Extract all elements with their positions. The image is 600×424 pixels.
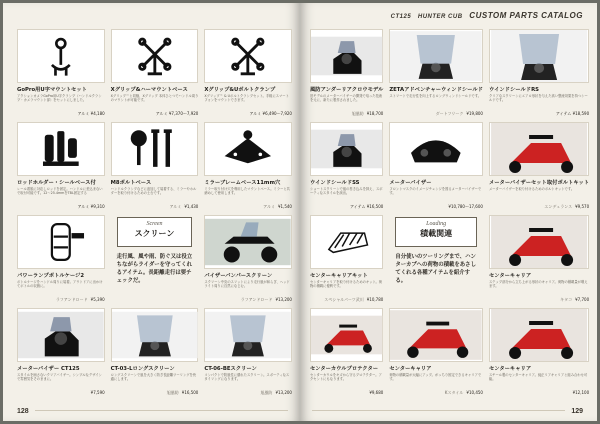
product-price-line — [310, 111, 383, 117]
product-name: ロッドホルダー・シールベース付 — [17, 180, 96, 186]
footer-rule — [35, 410, 288, 411]
product-price-line — [489, 111, 589, 117]
catalog-header — [300, 11, 597, 25]
product-photo — [389, 29, 483, 83]
product-brand: 旭風防 — [260, 390, 273, 395]
model-label-2: HUNTER CUB — [417, 14, 463, 20]
product-description: クリアなスクリーンにエアロ形状を与えた高い整流効果を持つシールドです。 — [488, 94, 588, 102]
product-brand: ラフアンドロード — [240, 297, 273, 302]
product-name: ウインドシールドRS — [488, 87, 539, 93]
product-price-line — [489, 390, 589, 395]
product-price-line — [310, 297, 383, 303]
product-brand: 旭風防 — [166, 390, 179, 395]
product-name: CT-06-BEスクリーン — [204, 366, 257, 372]
product-price-line — [204, 111, 292, 117]
rack-bike-icon — [490, 309, 588, 361]
product-name: センターキャリア — [389, 366, 432, 372]
product-photo — [111, 308, 199, 362]
bottle-cage-icon — [18, 216, 104, 268]
product-name: M8ボルトベース — [110, 180, 152, 186]
section-heading-box — [395, 217, 477, 247]
product-description: レール着脱に対応しロッドを固定。ハンドルに差込まないで取付可能です。12〜25.4mmをTBL固定する — [17, 187, 103, 195]
product-photo — [489, 122, 589, 176]
rack-bike-icon — [490, 216, 588, 268]
product-card[interactable] — [204, 122, 292, 213]
product-photo — [17, 29, 105, 83]
product-description: センターキャリアを取り付けるためのキット。荷物の積載に便利です。 — [310, 280, 383, 288]
model-label: CT125 — [390, 14, 412, 20]
visor-bike-icon — [311, 30, 382, 82]
catalog-spread — [3, 3, 597, 421]
left-page — [3, 3, 300, 421]
product-description: ミラー取り付け穴を利用したマウントベース。ミラーと共締めして使用します。 — [204, 187, 290, 195]
rack-bike-icon — [390, 309, 482, 361]
product-brand: 旭風防 — [351, 111, 364, 116]
product-card[interactable] — [389, 122, 483, 213]
product-description: ボトルケージをハンドル周りに装着。アウトドアに出かけてボトルの収納に。 — [17, 280, 103, 288]
product-card[interactable] — [111, 308, 199, 399]
product-brand: アルミ — [169, 204, 182, 209]
product-price: ¥18,700 — [366, 111, 384, 116]
section-description: 自分使いのツーリングまで、ハンターカブへの荷物の積載をあさしてくれる各種アイテムを紹介する。 — [395, 254, 476, 284]
product-price-line — [204, 204, 292, 210]
section-title-en: Screen — [146, 221, 163, 227]
product-photo — [389, 122, 483, 176]
product-brand: ダートフリーク — [435, 111, 464, 116]
product-brand: スペシャルパーツ武川 — [324, 297, 364, 302]
carrier-wire-icon — [311, 216, 382, 268]
product-price: ¥7,590 — [90, 390, 105, 395]
product-description: ロングスクリーンで風を大きく防ぎ長距離ツーリングを快適にします。 — [110, 373, 197, 381]
product-card[interactable] — [310, 308, 383, 399]
product-price: ¥9,570 — [575, 204, 590, 209]
mirror-plate-icon — [205, 123, 291, 175]
product-price-line — [17, 390, 105, 395]
long-screen-icon — [490, 30, 588, 82]
product-description: スチール製のセンターキャリア。純正リアキャリアと組み合わせ可能。 — [488, 373, 588, 381]
product-grid-left — [17, 29, 292, 399]
product-brand: アルミ — [263, 204, 275, 209]
right-page — [300, 3, 597, 421]
product-price: アルミ ¥4,180 — [77, 111, 105, 116]
product-name: センターキャリア — [488, 366, 532, 372]
product-price-line — [204, 390, 292, 396]
long-screen-icon — [390, 30, 482, 82]
product-price-line — [17, 111, 105, 117]
product-price: ¥5,390 — [90, 297, 105, 302]
product-price: ¥1,540 — [277, 204, 292, 209]
product-photo — [17, 122, 105, 176]
product-card[interactable] — [204, 308, 292, 399]
product-price-line — [17, 204, 105, 210]
product-name: 風防アンダーリアクロウモデル — [310, 87, 384, 93]
product-price-line — [389, 204, 483, 210]
product-description: ストリートで走行性を向上するロングウィンドシールドです。 — [389, 94, 482, 98]
product-price: ¥1,430 — [184, 204, 199, 209]
visor-bike-icon — [18, 309, 104, 361]
product-card[interactable] — [310, 29, 383, 120]
section-info-box — [111, 217, 199, 305]
product-name: センターキャリア — [488, 273, 532, 279]
x-grip-icon — [205, 30, 291, 82]
product-price: ¥9,680 — [369, 390, 384, 395]
section-title: 積載関連 — [420, 229, 453, 238]
product-card[interactable] — [389, 29, 483, 120]
product-name: バイザーバンパースクリーン — [204, 273, 273, 279]
screen-bike-icon — [205, 216, 291, 268]
product-grid-right — [310, 29, 590, 399]
page-number: 129 — [571, 408, 583, 415]
product-card[interactable] — [489, 122, 589, 213]
long-screen-icon — [112, 309, 198, 361]
product-description: センターカウルをキズから守るプロテクター。アクセントにもなります。 — [310, 373, 382, 381]
section-title-en: Loading — [426, 221, 447, 227]
product-photo — [111, 122, 199, 176]
product-price-line — [310, 204, 383, 210]
product-description: Xグリップ™と同様、Xグリップ 本体ひとつでハンドル周りのマウントが可能です。 — [110, 94, 199, 102]
product-photo — [204, 308, 292, 362]
product-price: ¥10,450 — [466, 390, 483, 395]
product-price: ¥13,200 — [275, 390, 292, 395]
section-description: 走行風、風や雨、防ぐ又は役立ちながらライダーを守ってくれるアイテム。長距離走行は要チェックだ。 — [116, 254, 193, 284]
visor-bike-icon — [311, 123, 382, 175]
section-title: スクリーン — [134, 229, 175, 238]
product-brand: キタコ — [560, 297, 573, 302]
product-card[interactable] — [17, 215, 105, 306]
product-card[interactable] — [489, 215, 589, 306]
product-photo — [310, 29, 383, 83]
rack-bike-icon — [490, 123, 588, 175]
product-name: メーターバイザー — [389, 180, 432, 186]
meter-visor-icon — [390, 123, 482, 175]
footer-rule — [312, 410, 565, 411]
section-intro — [389, 215, 483, 306]
section-info-box — [389, 217, 483, 305]
product-photo — [489, 29, 589, 83]
product-card[interactable] — [204, 29, 292, 120]
product-name: Xグリップ&ハーマウントベース — [110, 87, 188, 93]
product-name: センターキャリアキット — [310, 273, 368, 279]
product-price: アイテム ¥16,500 — [350, 204, 384, 209]
product-photo — [310, 215, 383, 269]
mount-clamp-icon — [18, 30, 104, 82]
product-price: ¥12,100 — [572, 390, 590, 395]
product-card[interactable] — [489, 308, 589, 399]
product-description: スクリーン中央のスリットにより走行風が和らぎ、ヘッドライト周りに自然になじむ。 — [204, 280, 290, 288]
product-card[interactable] — [17, 29, 105, 120]
product-brand: Kスタイル — [444, 390, 464, 395]
product-card[interactable] — [489, 29, 589, 120]
rack-bike-icon — [311, 309, 382, 361]
product-name: メーターバイザー CT125 — [17, 366, 80, 372]
product-card[interactable] — [310, 122, 383, 213]
product-name: パワーランプボトルケージ2 — [17, 273, 85, 279]
product-brand: エンデュランス — [544, 204, 573, 209]
product-photo — [17, 215, 105, 269]
product-description: Xグリップ™ & Uボルトクランプセット。手軽にスマートフォンをマウントできます。 — [204, 94, 289, 102]
product-name: ZETAアドベンチャーウィンドシールド — [389, 87, 483, 93]
product-description: スタイルを崩さないクリアバイザー。シンプルなデザインで雰囲気をそのままに。 — [17, 373, 102, 381]
product-name: メーターバイザーセット取付ボルトキット — [488, 180, 590, 186]
product-price: ¥16,500 — [181, 390, 199, 395]
product-photo — [310, 122, 383, 176]
section-intro — [111, 215, 199, 306]
product-price-line — [310, 390, 383, 395]
product-price-line — [389, 111, 483, 117]
product-photo — [489, 215, 589, 269]
product-price: アルミ ¥9,310 — [77, 204, 105, 209]
product-price: ¥7,700 — [575, 297, 590, 302]
product-photo — [111, 29, 199, 83]
product-description: 旧モデルのメーターバイザーの開発で培った技術を元に、新たに製作されました。 — [310, 94, 383, 102]
product-price: アルミ ¥6,490〜7,920 — [249, 111, 292, 116]
product-name: GoPro用U字マウントセット — [17, 87, 87, 93]
product-card[interactable] — [17, 122, 105, 213]
product-name: センターカウルプロテクター — [310, 366, 379, 372]
product-description: コンパクトで防風性に優れたスクリーン。スポーティなスタイリングになります。 — [204, 373, 290, 381]
product-price-line — [489, 204, 589, 210]
product-photo — [204, 215, 292, 269]
product-photo — [389, 308, 483, 362]
product-photo — [204, 29, 292, 83]
product-price: ¥10,780 — [366, 297, 384, 302]
product-card[interactable] — [111, 122, 199, 213]
product-price: ¥13,200 — [275, 297, 292, 302]
product-description: ハンドルクランプなどに追加して装着する、ミラーやホルダーを取り付けるための土台です。 — [110, 187, 197, 195]
product-photo — [17, 308, 105, 362]
product-price-line — [111, 111, 199, 117]
product-price-line — [489, 297, 589, 303]
product-description: ステップ部分から立ち上がる形状のキャリア。荷物の積載量が増えます。 — [488, 280, 588, 288]
product-name: ウインドシールドSS — [310, 180, 360, 186]
product-description: フロントマスクのイメージチェンジを図るメーターバイザーです。 — [389, 187, 482, 195]
product-price: ¥10,780〜17,600 — [448, 204, 483, 209]
product-price-line — [111, 204, 199, 210]
product-price-line — [204, 297, 292, 303]
ball-bolts-icon — [112, 123, 198, 175]
product-description: ショートスクリーンで風の巻き込みを抑え、スポーティなスタイルを演出。 — [310, 187, 383, 195]
product-card[interactable] — [17, 308, 105, 399]
product-description: 荷物の積載量が大幅にアップ。がっちり固定できるキャリアです。 — [389, 373, 482, 381]
product-name: ミラーブレームベース11mm穴 — [204, 180, 281, 186]
product-card[interactable] — [389, 308, 483, 399]
product-card[interactable] — [111, 29, 199, 120]
section-heading-box — [117, 217, 193, 247]
catalog-title-row — [391, 11, 583, 20]
product-card[interactable] — [204, 215, 292, 306]
product-price-line — [389, 390, 483, 396]
product-name: Xグリップ&Uボルトクランプ — [204, 87, 276, 93]
product-brand: ラフアンドロード — [55, 297, 88, 302]
product-price: ¥19,800 — [466, 111, 483, 116]
product-name: CT-03-Lロングスクリーン — [110, 366, 175, 372]
product-description: メーターバイザーを取り付けるためのボルトキットです。 — [488, 187, 575, 191]
product-price: アイテム ¥18,590 — [555, 111, 590, 116]
long-screen-icon — [205, 309, 291, 361]
catalog-title: CUSTOM PARTS CATALOG — [469, 11, 583, 20]
rod-holder-icon — [18, 123, 104, 175]
product-photo — [489, 308, 589, 362]
product-photo — [310, 308, 383, 362]
product-card[interactable] — [310, 215, 383, 306]
product-photo — [204, 122, 292, 176]
product-price-line — [17, 297, 105, 303]
product-price: アルミ ¥7,370〜7,920 — [155, 111, 199, 116]
page-number: 128 — [17, 408, 29, 415]
product-description: アクションカメラGoPro用U字クランプ（ハンドルクランプ・カメラマウント部）をセットにしました。 — [17, 94, 102, 102]
product-price-line — [111, 390, 199, 396]
x-grip-icon — [112, 30, 198, 82]
